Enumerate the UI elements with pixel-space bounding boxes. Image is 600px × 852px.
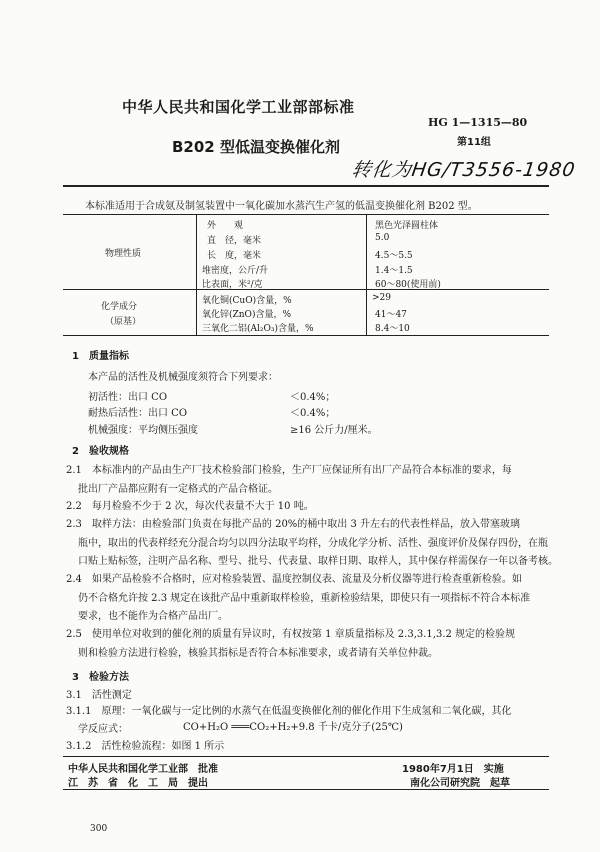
drafting-organization: 南化公司研究院 起草 bbox=[410, 778, 510, 789]
phys-item-2: 长 度，毫米 bbox=[207, 251, 262, 261]
table-col-divider-2 bbox=[366, 214, 367, 335]
footer-rule bbox=[63, 756, 549, 757]
chem-item-0: 氧化铜(CuO)含量，% bbox=[202, 296, 292, 306]
quality-item-0: 初活性：出口 CO bbox=[88, 392, 168, 403]
standard-group: 第11组 bbox=[457, 137, 491, 148]
clause-2-2-line: 2.2 每月检验不少于 2 次，每次代表量不大于 10 吨。 bbox=[66, 501, 314, 512]
clause-3-1-1-line: 3.1.1 原理：一氧化碳与一定比例的水蒸气在低温变换催化剂的催化作用下生成氢和二氧化碳，其化 bbox=[66, 706, 512, 717]
phys-item-1: 直 径，毫米 bbox=[207, 236, 262, 246]
clause-2-1-line: 2.1 本标准内的产品由生产厂技术检验部门检验，生产厂应保证所有出厂产品符合本标准的要求，每 bbox=[66, 465, 512, 476]
table-bottom-rule bbox=[63, 335, 549, 336]
quality-item-2: 机械强度：平均侧压强度 bbox=[88, 425, 198, 436]
chem-composition-label: 化学成分 bbox=[101, 302, 138, 312]
phys-item-4: 比表面，米²/克 bbox=[202, 280, 263, 290]
clause-2-2 bbox=[66, 498, 314, 517]
quality-item-1: 耐热后活性：出口 CO bbox=[88, 408, 188, 419]
clause-2-1 bbox=[66, 462, 512, 499]
clause-3-1-2: 3.1.2 活性检验流程：如图 1 所示 bbox=[66, 741, 225, 752]
chem-item-2: 三氧化二铝(Al₂O₃)含量，% bbox=[202, 324, 314, 334]
chem-value-2: 8.4～10 bbox=[375, 324, 410, 334]
handwritten-annotation: 转化为HG/T3556-1980 bbox=[350, 159, 577, 181]
approving-authority: 中华人民共和国化学工业部 批准 bbox=[68, 764, 218, 775]
phys-value-4: 60～80(使用前) bbox=[375, 280, 441, 290]
footer-bottom-rule bbox=[63, 789, 549, 790]
chem-item-1: 氧化锌(ZnO)含量，% bbox=[202, 310, 292, 320]
clause-2-3-line: 瓶中，取出的代表样经充分混合均匀以四分法取平均样，分成化学分析、活性、强度评价及保存四份，在瓶 bbox=[78, 537, 548, 549]
clause-2-3 bbox=[66, 516, 558, 572]
page-number: 300 bbox=[90, 824, 108, 834]
phys-value-2: 4.5～5.5 bbox=[375, 251, 413, 261]
clause-3-1: 3.1 活性测定 bbox=[66, 690, 132, 701]
section2-heading: 2 验收规格 bbox=[72, 446, 129, 457]
clause-2-5-line: 则和检验方法进行检验，核验其指标是否符合本标准要求，或者请有关单位仲裁。 bbox=[78, 647, 438, 659]
phys-item-3: 堆密度，公斤/升 bbox=[202, 266, 269, 276]
clause-3-1-1-line: 学反应式： bbox=[78, 724, 128, 735]
clause-2-5 bbox=[66, 626, 515, 663]
clause-2-4-line: 2.4 如果产品检验不合格时，应对检验装置、温度控制仪表、流量及分析仪器等进行检查重新检验。如 bbox=[66, 574, 522, 585]
standard-code: HG 1—1315—80 bbox=[428, 116, 528, 129]
phys-value-0: 黑色光泽圆柱体 bbox=[375, 221, 439, 231]
table-top-rule bbox=[63, 214, 549, 215]
clause-2-4-line: 仍不合格允许按 2.3 规定在该批产品中重新取样检验，重新检验结果，即使只有一项指标不符合本标准 bbox=[78, 592, 531, 604]
clause-2-1-line: 批出厂产品都应附有一定格式的产品合格证。 bbox=[78, 483, 278, 495]
quality-value-1: ＜0.4%； bbox=[290, 408, 336, 419]
chem-value-0: >29 bbox=[372, 293, 391, 303]
org-standard-title: 中华人民共和国化学工业部部标准 bbox=[122, 98, 355, 116]
quality-value-2: ≥16 公斤力/厘米。 bbox=[290, 425, 378, 436]
header-rule bbox=[63, 185, 549, 187]
chem-value-1: 41～47 bbox=[375, 310, 407, 320]
clause-2-4 bbox=[66, 571, 530, 627]
reaction-equation: CO+H₂O ═══CO₂+H₂+9.8 千卡/克分子(25℃) bbox=[183, 722, 403, 733]
scope-statement: 本标准适用于合成氨及制氢装置中一氧化碳加水蒸汽生产氢的低温变换催化剂 B202 型。 bbox=[85, 201, 478, 212]
table-col-divider-1 bbox=[196, 214, 197, 335]
proposing-authority: 江 苏 省 化 工 局 提出 bbox=[68, 778, 208, 789]
section1-lead: 本产品的活性及机械强度须符合下列要求： bbox=[88, 372, 278, 383]
table-mid-rule bbox=[63, 289, 549, 290]
clause-2-5-line: 2.5 使用单位对收到的催化剂的质量有异议时，有权按第 1 章质量指标及 2.3,3.1,3.2 规定的检验规 bbox=[66, 629, 516, 640]
phys-value-3: 1.4～1.5 bbox=[375, 266, 413, 276]
clause-2-3-line: 2.3 取样方法：由检验部门负责在每批产品的 20%的桶中取出 3 升左右的代表性样品，放入带塞玻璃 bbox=[66, 519, 521, 530]
phys-item-0: 外 观 bbox=[207, 221, 244, 231]
clause-2-3-line: 口贴上贴标签，注明产品名称、型号、批号、代表量、取样日期、取样人，其中保存样需保存一年以备考核。 bbox=[78, 556, 558, 567]
clause-2-4-line: 要求，也不能作为合格产品出厂。 bbox=[78, 611, 228, 622]
section1-heading: 1 质量指标 bbox=[72, 351, 129, 362]
section3-heading: 3 检验方法 bbox=[72, 672, 129, 683]
quality-value-0: ＜0.4%； bbox=[290, 392, 336, 403]
document-title: B202 型低温变换催化剂 bbox=[172, 138, 340, 156]
phys-value-1: 5.0 bbox=[375, 233, 390, 243]
phys-properties-label: 物理性质 bbox=[105, 249, 142, 259]
chem-composition-sublabel: （原基） bbox=[105, 317, 142, 327]
effective-date: 1980年7月1日 实施 bbox=[402, 764, 504, 775]
